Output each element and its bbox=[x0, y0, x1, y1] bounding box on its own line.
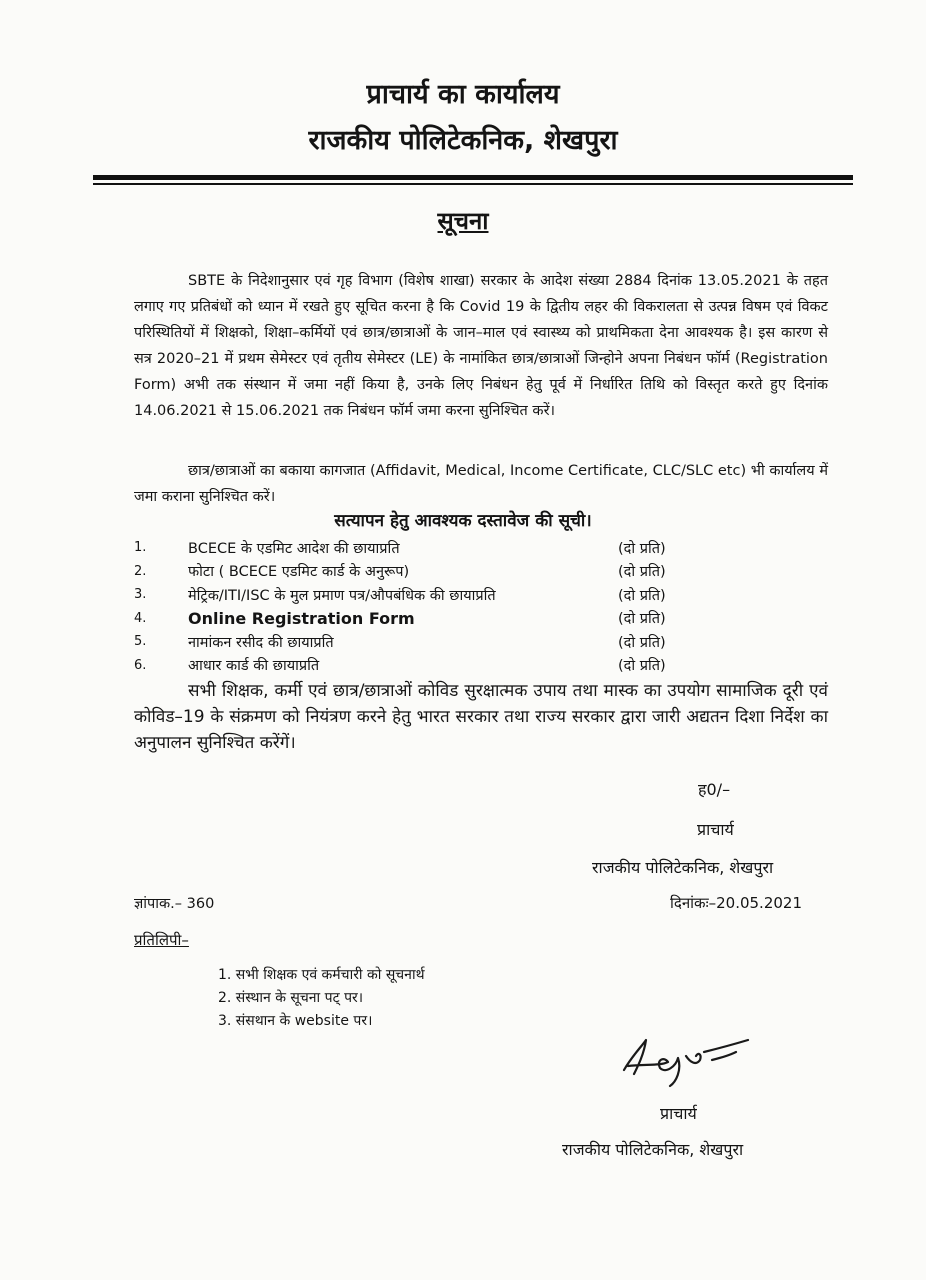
memo-date: दिनांकः–20.05.2021 bbox=[670, 894, 802, 912]
document-copies: (दो प्रति) bbox=[618, 634, 666, 651]
document-list-item bbox=[134, 607, 694, 631]
notice-paragraph-2: छात्र/छात्राओं का बकाया कागजात (Affidavit, Medical, Income Certificate, CLC/SLC etc) भी कार्यालय में जमा कराना सुनिश्चित करें। bbox=[134, 463, 828, 505]
document-number: 1. bbox=[134, 540, 147, 556]
copy-to-item: 1. सभी शिक्षक एवं कर्मचारी को सूचनार्थ bbox=[218, 967, 425, 983]
principal-title: प्राचार्य bbox=[697, 820, 734, 839]
document-list-item bbox=[134, 630, 694, 654]
handwritten-signature bbox=[616, 1026, 756, 1088]
notice-paragraph-1: SBTE के निदेशानुसार एवं गृह विभाग (विशेष शाखा) सरकार के आदेश संख्या 2884 दिनांक 13.05.2021 के तहत लगाए गए प्रतिबंधों को ध्यान में रखते हुए सूचित करना है कि Covid 19 के द्वितीय लहर की विकरालता से उत्पन्न विषम एवं विकट परिस्थितियों में शिक्षको, शिक्षा–कर्मियों एवं छात्र/छात्राओं के जान–माल एवं स्वास्थ्य को प्राथमिकता देना आवश्यक है। इस कारण से सत्र 2020–21 में प्रथम सेमेस्टर एवं तृतीय सेमेस्टर (LE) के नामांकित छात्र/छात्राओं जिन्होने अपना निबंधन फॉर्म (Registration Form) अभी तक संस्थान में जमा नहीं किया है, उनके लिए निबंधन हेतु पूर्व में निर्धारित तिथि को विस्तृत करते हुए दिनांक 14.06.2021 से 15.06.2021 तक निबंधन फॉर्म जमा करना सुनिश्चित करें। bbox=[134, 273, 828, 419]
principal-institution-2: राजकीय पोलिटेकनिक, शेखपुरा bbox=[562, 1140, 744, 1159]
document-list-item bbox=[134, 583, 694, 607]
copy-to-label: प्रतिलिपी– bbox=[134, 931, 189, 949]
document-copies: (दो प्रति) bbox=[618, 564, 666, 581]
office-title: प्राचार्य का कार्यालय bbox=[366, 79, 560, 110]
notice-paragraph-3: सभी शिक्षक, कर्मी एवं छात्र/छात्राओं कोविड सुरक्षात्मक उपाय तथा मास्क का उपयोग सामाजिक दूरी एवं कोविड–19 के संक्रमण को नियंत्रण करने हेतु भारत सरकार तथा राज्य सरकार द्वारा जारी अद्यतन दिशा निर्देश का अनुपालन सुनिश्चित करेंगें। bbox=[134, 681, 828, 753]
copy-to-list bbox=[218, 964, 425, 1033]
document-list-item bbox=[134, 536, 694, 560]
copy-to-item: 3. संसथान के website पर। bbox=[218, 1013, 373, 1029]
copy-to-item: 2. संस्थान के सूचना पट् पर। bbox=[218, 990, 364, 1006]
document-name: आधार कार्ड की छायाप्रति bbox=[188, 658, 320, 675]
notice-heading: सूचना bbox=[437, 207, 489, 235]
document-number: 3. bbox=[134, 587, 147, 603]
document-name: मेट्रिक/ITI/ISC के मुल प्रमाण पत्र/औपबंधिक की छायाप्रति bbox=[188, 587, 496, 604]
document-name: Online Registration Form bbox=[188, 608, 415, 628]
principal-institution: राजकीय पोलिटेकनिक, शेखपुरा bbox=[592, 858, 774, 877]
signed-mark: ह0/– bbox=[698, 780, 731, 799]
document-copies: (दो प्रति) bbox=[618, 587, 666, 604]
document-list-item bbox=[134, 560, 694, 584]
document-copies: (दो प्रति) bbox=[618, 658, 666, 675]
document-name: फोटा ( BCECE एडमिट कार्ड के अनुरूप) bbox=[188, 564, 410, 581]
document-number: 6. bbox=[134, 657, 147, 673]
document-number: 4. bbox=[134, 610, 147, 626]
header-divider-thick bbox=[93, 175, 853, 180]
document-name: नामांकन रसीद की छायाप्रति bbox=[188, 634, 334, 651]
memo-number: ज्ञांपाक.– 360 bbox=[134, 896, 215, 912]
document-list-item bbox=[134, 654, 694, 678]
document-list bbox=[134, 536, 694, 677]
document-number: 5. bbox=[134, 634, 147, 650]
document-name: BCECE के एडमिट आदेश की छायाप्रति bbox=[188, 540, 400, 557]
principal-title-2: प्राचार्य bbox=[660, 1104, 697, 1123]
institution-title: राजकीय पोलिटेकनिक, शेखपुरा bbox=[308, 125, 618, 156]
document-number: 2. bbox=[134, 563, 147, 579]
document-copies: (दो प्रति) bbox=[618, 540, 666, 557]
document-list-heading: सत्यापन हेतु आवश्यक दस्तावेज की सूची। bbox=[334, 511, 592, 531]
header-divider-thin bbox=[93, 183, 853, 185]
document-copies: (दो प्रति) bbox=[618, 611, 666, 628]
